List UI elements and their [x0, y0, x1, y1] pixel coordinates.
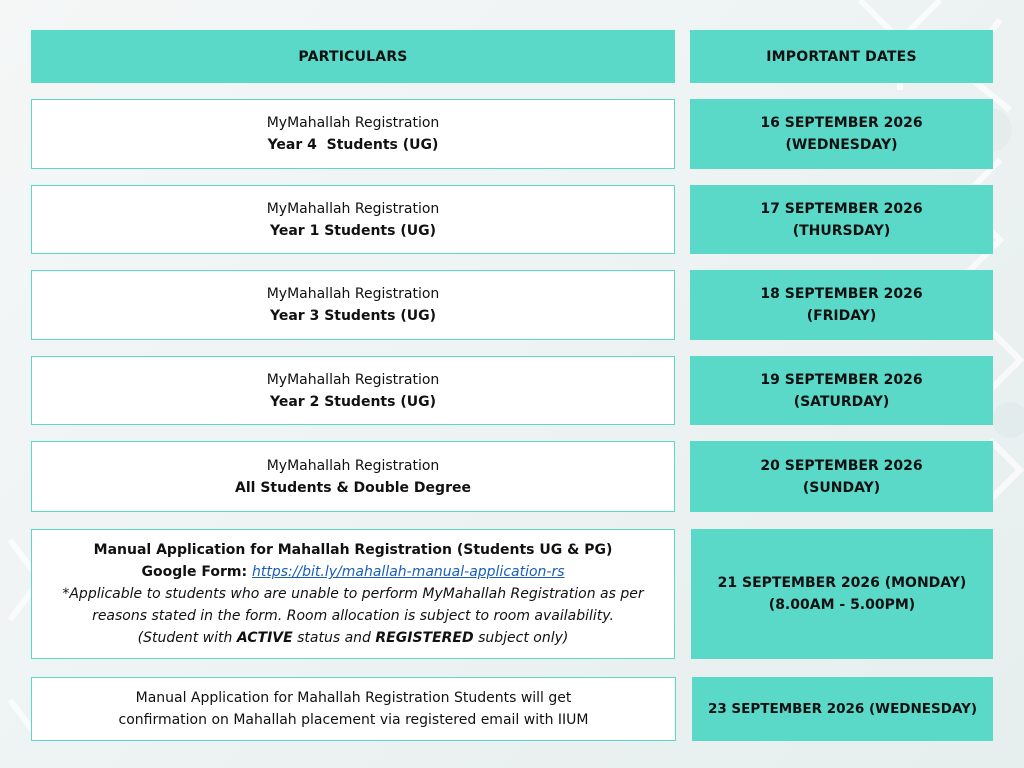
header-important-dates-label: IMPORTANT DATES: [766, 48, 917, 65]
date-line2: (WEDNESDAY): [785, 137, 898, 153]
google-form-label: Google Form:: [141, 564, 252, 580]
row-all-students-date: [690, 441, 993, 512]
status-pre: (Student with: [137, 630, 237, 646]
row-confirmation-date: [692, 677, 993, 741]
manual-status-line: [138, 627, 569, 649]
row-year3-date: [690, 270, 993, 340]
row-all-students-particulars: [31, 441, 675, 512]
date-line1: 18 SEPTEMBER 2026: [760, 286, 923, 302]
status-active: ACTIVE: [236, 630, 293, 646]
row-year1-particulars: [31, 185, 675, 254]
particular-line1: MyMahallah Registration: [266, 286, 440, 302]
row-year2-particulars: [31, 356, 675, 425]
date-line2: (SUNDAY): [802, 479, 881, 496]
particular-line2: Year 3 Students (UG): [270, 308, 436, 324]
google-form-line: [141, 561, 564, 583]
date-line1: 16 SEPTEMBER 2026: [760, 115, 923, 131]
row-year4-particulars: [31, 99, 675, 169]
particular-line1: MyMahallah Registration: [266, 115, 440, 131]
date-line2: (8.00AM - 5.00PM): [768, 597, 916, 613]
manual-note-line2: reasons stated in the form. Room allocation is subject to room availability.: [92, 608, 614, 624]
date-line1: 20 SEPTEMBER 2026: [760, 457, 923, 474]
header-particulars: [31, 30, 675, 83]
row-year4-date: [690, 99, 993, 169]
row-year1-date: [690, 185, 993, 254]
header-particulars-label: PARTICULARS: [298, 48, 408, 65]
status-post: subject only): [473, 630, 569, 646]
particular-line2: Year 2 Students (UG): [270, 393, 436, 410]
manual-note-line1: *Applicable to students who are unable to perform MyMahallah Registration as per: [62, 586, 644, 602]
date-line2: (SATURDAY): [793, 393, 890, 410]
date-line2: (THURSDAY): [792, 222, 891, 239]
header-important-dates: [690, 30, 993, 83]
particular-line2: Year 1 Students (UG): [270, 222, 436, 239]
status-mid: status and: [292, 630, 376, 646]
row-confirmation-particulars: [31, 677, 676, 741]
confirmation-line1: Manual Application for Mahallah Registration Students will get: [135, 690, 572, 706]
date-line1: 19 SEPTEMBER 2026: [760, 371, 923, 388]
particular-line1: MyMahallah Registration: [266, 457, 440, 474]
particular-line2: Year 4 Students (UG): [267, 137, 439, 153]
particular-line1: MyMahallah Registration: [266, 371, 440, 388]
particular-line2: All Students & Double Degree: [235, 479, 471, 496]
status-registered: REGISTERED: [375, 630, 474, 646]
google-form-link[interactable]: https://bit.ly/mahallah-manual-application-rs: [251, 564, 565, 580]
date-line1: 17 SEPTEMBER 2026: [760, 200, 923, 217]
row-manual-application-date: [691, 529, 993, 659]
confirmation-date: 23 SEPTEMBER 2026 (WEDNESDAY): [707, 701, 978, 717]
row-manual-application-particulars: [31, 529, 675, 659]
manual-title: Manual Application for Mahallah Registration (Students UG & PG): [93, 542, 613, 558]
particular-line1: MyMahallah Registration: [266, 200, 440, 217]
date-line1: 21 SEPTEMBER 2026 (MONDAY): [717, 575, 967, 591]
date-line2: (FRIDAY): [806, 308, 877, 324]
confirmation-line2: confirmation on Mahallah placement via registered email with IIUM: [118, 712, 589, 728]
row-year2-date: [690, 356, 993, 425]
row-year3-particulars: [31, 270, 675, 340]
